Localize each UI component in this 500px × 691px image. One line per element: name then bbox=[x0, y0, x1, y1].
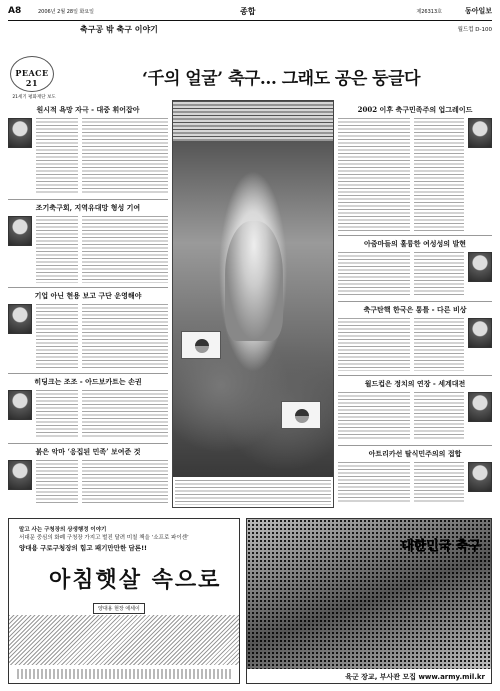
article-text bbox=[414, 318, 464, 371]
section-label: 종합 bbox=[240, 7, 256, 16]
article-title: 기업 아닌 현용 보고 구단 운영해야 bbox=[34, 291, 142, 300]
article-2 bbox=[8, 200, 168, 288]
top-rule bbox=[8, 20, 492, 21]
article-title: 아트리카선 탈식민주의의 접합 bbox=[368, 449, 462, 458]
article-text bbox=[338, 318, 410, 371]
peace-logo-subtitle: 21세기 평화재단 보도 bbox=[12, 95, 56, 100]
right-column bbox=[338, 102, 492, 508]
series-header bbox=[8, 24, 492, 38]
newspaper-brand: 동아일보 bbox=[464, 6, 492, 15]
issue-number: 제26313호 bbox=[416, 9, 442, 15]
article-text bbox=[82, 118, 168, 195]
author-photo bbox=[468, 462, 492, 492]
author-photo bbox=[8, 304, 32, 334]
article-text bbox=[338, 462, 410, 504]
ad-footer-text bbox=[17, 669, 231, 679]
article-text bbox=[338, 118, 410, 231]
article-7 bbox=[338, 236, 492, 302]
issue-date: 2006년 2월 28일 화요일 bbox=[38, 9, 95, 15]
cheering-woman bbox=[225, 221, 283, 341]
article-3 bbox=[8, 288, 168, 374]
army-recruitment-ad bbox=[246, 518, 492, 684]
author-photo bbox=[468, 318, 492, 348]
main-headline: ‘千의 얼굴’ 축구… 그래도 공은 둥글다 bbox=[142, 69, 420, 89]
ad-image-band bbox=[9, 615, 239, 665]
caption-text bbox=[175, 480, 331, 505]
article-title: 조기축구회, 지역유대망 형성 기여 bbox=[35, 203, 141, 212]
ad-tagline: 말고 사는 구청장의 상생행정 이야기 bbox=[19, 527, 107, 533]
author-photo bbox=[468, 118, 492, 148]
article-title: 원시적 욕망 자극 - 대중 휘어잡아 bbox=[36, 105, 140, 114]
article-title: 붉은 악마 ‘응집된 민족’ 보여준 것 bbox=[35, 447, 141, 456]
book-subtitle: 양대용 현장 에세이 bbox=[93, 603, 145, 614]
article-text bbox=[414, 118, 464, 231]
article-4 bbox=[8, 374, 168, 444]
article-text bbox=[36, 390, 78, 439]
photo-caption bbox=[173, 477, 333, 507]
article-text bbox=[82, 216, 168, 283]
series-title: 축구공 밖 축구 이야기 bbox=[80, 25, 158, 34]
article-text bbox=[36, 118, 78, 195]
article-text bbox=[414, 392, 464, 441]
ad-slogan: 대한민국 축구 bbox=[401, 539, 481, 554]
author-photo bbox=[468, 252, 492, 282]
ad-tagline-sub: 서대문 중심의 화폐 구청장 가지고 벌진 달려 미칠 책을 ‘소프로 파이센’ bbox=[19, 535, 189, 541]
article-text bbox=[414, 252, 464, 297]
masthead bbox=[8, 6, 492, 20]
article-9 bbox=[338, 376, 492, 446]
article-title: 2002 이후 축구민족주의 업그레이드 bbox=[357, 105, 473, 114]
article-title: 아줌마들의 훌륭한 여성성의 발현 bbox=[364, 239, 466, 248]
author-photo bbox=[8, 460, 32, 490]
article-text bbox=[414, 462, 464, 504]
author-photo bbox=[8, 118, 32, 148]
ad-headline: 양대용 구로구청장의 힘고 패기만만한 담론!! bbox=[19, 544, 148, 552]
article-text bbox=[82, 460, 168, 504]
article-5 bbox=[8, 444, 168, 508]
korean-flag-icon bbox=[181, 331, 221, 359]
page-number: A8 bbox=[8, 6, 22, 16]
article-text bbox=[82, 304, 168, 369]
cheering-photo bbox=[172, 100, 334, 508]
ad-recruitment-line: 육군 장교, 부사관 모집 www.army.mil.kr bbox=[247, 669, 491, 683]
article-1 bbox=[8, 102, 168, 200]
article-title: 히딩크는 조조 - 아드보카트는 손권 bbox=[34, 377, 142, 386]
peace-logo bbox=[10, 56, 54, 92]
article-title: 월드컵은 정치의 연장 - 세계대전 bbox=[364, 379, 466, 388]
article-text bbox=[36, 216, 78, 283]
author-photo bbox=[8, 216, 32, 246]
article-title: 축구탄핵 한국은 통틀 - 다른 비상 bbox=[363, 305, 467, 314]
book-advertisement bbox=[8, 518, 240, 684]
article-text bbox=[36, 460, 78, 504]
left-column bbox=[8, 102, 168, 508]
article-text bbox=[338, 392, 410, 441]
peace-logo-word: PEACE 21 bbox=[15, 68, 49, 88]
article-text bbox=[82, 390, 168, 439]
author-photo bbox=[8, 390, 32, 420]
author-photo bbox=[468, 392, 492, 422]
korean-flag-icon bbox=[281, 401, 321, 429]
article-text bbox=[36, 304, 78, 369]
article-6 bbox=[338, 102, 492, 236]
dday-label: 월드컵 D-100 bbox=[457, 27, 492, 33]
book-title: 아침햇살 속으로 bbox=[49, 567, 222, 593]
lead-text bbox=[173, 101, 333, 141]
article-text bbox=[338, 252, 410, 297]
article-10 bbox=[338, 446, 492, 508]
article-8 bbox=[338, 302, 492, 376]
